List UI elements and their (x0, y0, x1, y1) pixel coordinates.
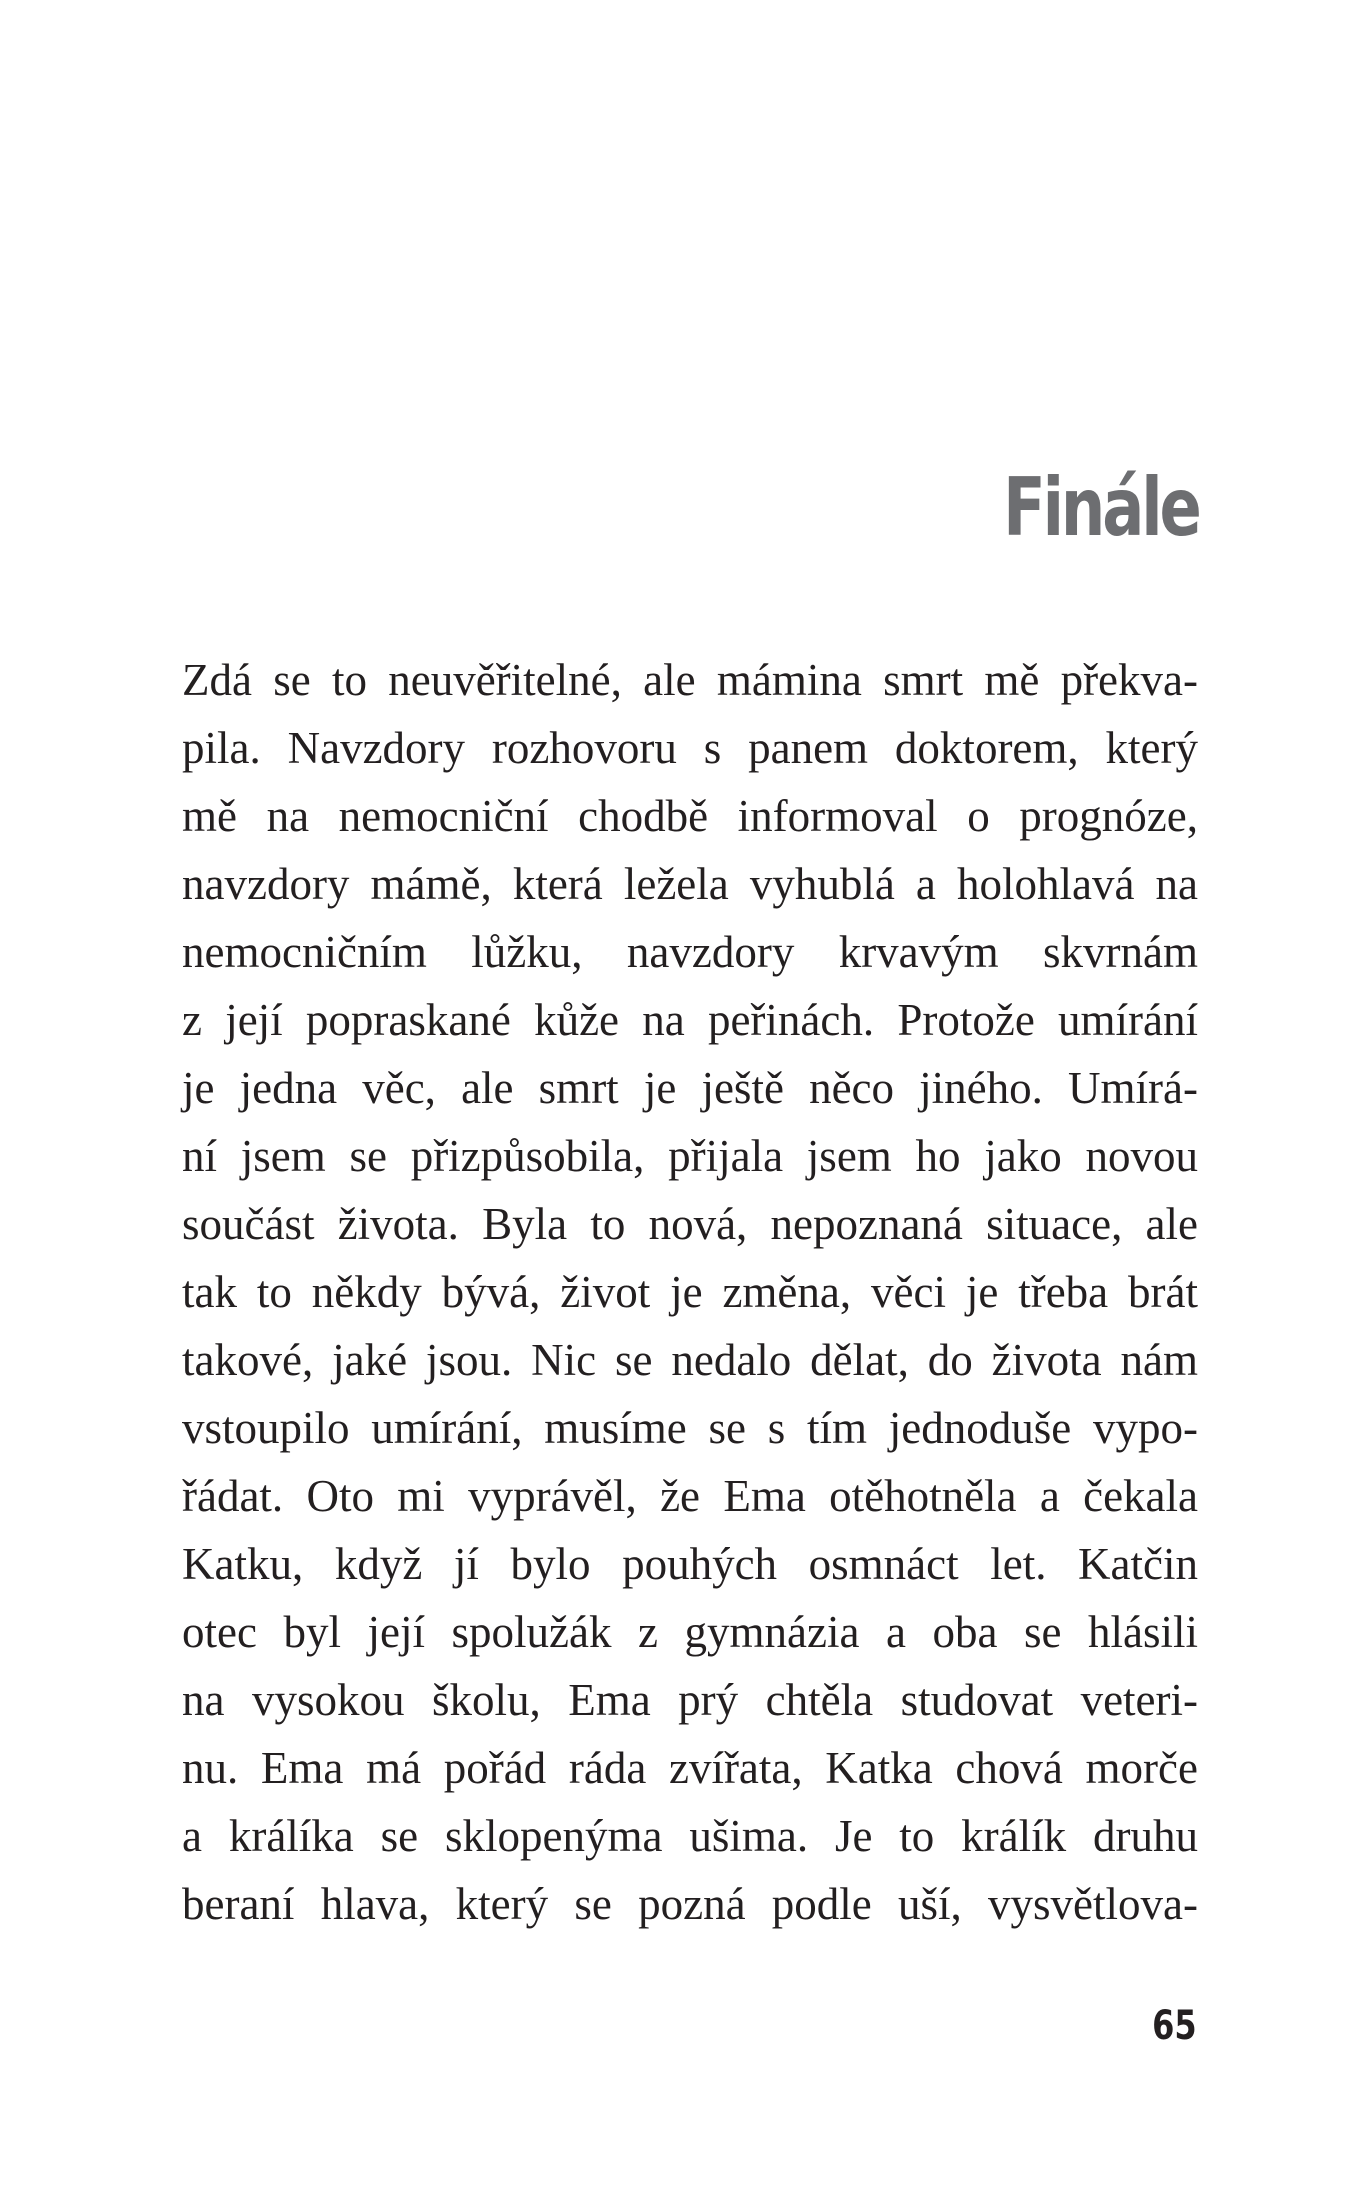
text-line (182, 1258, 1198, 1326)
text-line (182, 1666, 1198, 1734)
page-number: 65 (1152, 2003, 1197, 2049)
text-line (182, 1394, 1198, 1462)
text-line (182, 1326, 1198, 1394)
text-line-content: součást života. Byla to nová, nepoznaná situace, ale (182, 1199, 1198, 1249)
text-line-content: beraní hlava, který se pozná podle uší, vysvětlova- (182, 1879, 1198, 1929)
text-line (182, 1734, 1198, 1802)
text-line (182, 782, 1198, 850)
text-line-content: Katku, když jí bylo pouhých osmnáct let. Katčin (182, 1539, 1198, 1589)
text-line (182, 646, 1198, 714)
text-line-content: takové, jaké jsou. Nic se nedalo dělat, do života nám (182, 1335, 1198, 1385)
text-line-content: nu. Ema má pořád ráda zvířata, Katka chová morče (182, 1743, 1198, 1793)
text-line (182, 1870, 1198, 1938)
text-line-content: Zdá se to neuvěřitelné, ale mámina smrt mě překva- (182, 655, 1198, 705)
text-line-content: ní jsem se přizpůsobila, přijala jsem ho jako novou (182, 1131, 1198, 1181)
text-line (182, 1802, 1198, 1870)
text-line-content: nemocničním lůžku, navzdory krvavým skvrnám (182, 927, 1198, 977)
text-line-content: tak to někdy bývá, život je změna, věci je třeba brát (182, 1267, 1198, 1317)
text-line (182, 1598, 1198, 1666)
text-line (182, 1530, 1198, 1598)
text-line-content: vstoupilo umírání, musíme se s tím jednoduše vypo- (182, 1403, 1198, 1453)
body-text (182, 646, 1198, 1938)
text-line-content: mě na nemocniční chodbě informoval o prognóze, (182, 791, 1198, 841)
text-line-content: a králíka se sklopenýma ušima. Je to králík druhu (182, 1811, 1198, 1861)
text-line-content: na vysokou školu, Ema prý chtěla studovat veteri- (182, 1675, 1198, 1725)
text-line (182, 986, 1198, 1054)
text-line (182, 1054, 1198, 1122)
text-line (182, 918, 1198, 986)
text-line (182, 714, 1198, 782)
text-line-content: otec byl její spolužák z gymnázia a oba se hlásili (182, 1607, 1198, 1657)
text-line-content: z její popraskané kůže na peřinách. Protože umírání (182, 995, 1198, 1045)
text-line (182, 1462, 1198, 1530)
text-line-content: řádat. Oto mi vyprávěl, že Ema otěhotněla a čekala (182, 1471, 1198, 1521)
text-line-content: pila. Navzdory rozhovoru s panem doktorem, který (182, 723, 1198, 773)
text-line (182, 1190, 1198, 1258)
text-line (182, 850, 1198, 918)
text-line-content: navzdory mámě, která ležela vyhublá a holohlavá na (182, 859, 1198, 909)
chapter-title: Finále (1003, 461, 1199, 554)
text-line (182, 1122, 1198, 1190)
text-line-content: je jedna věc, ale smrt je ještě něco jiného. Umírá- (182, 1063, 1198, 1113)
